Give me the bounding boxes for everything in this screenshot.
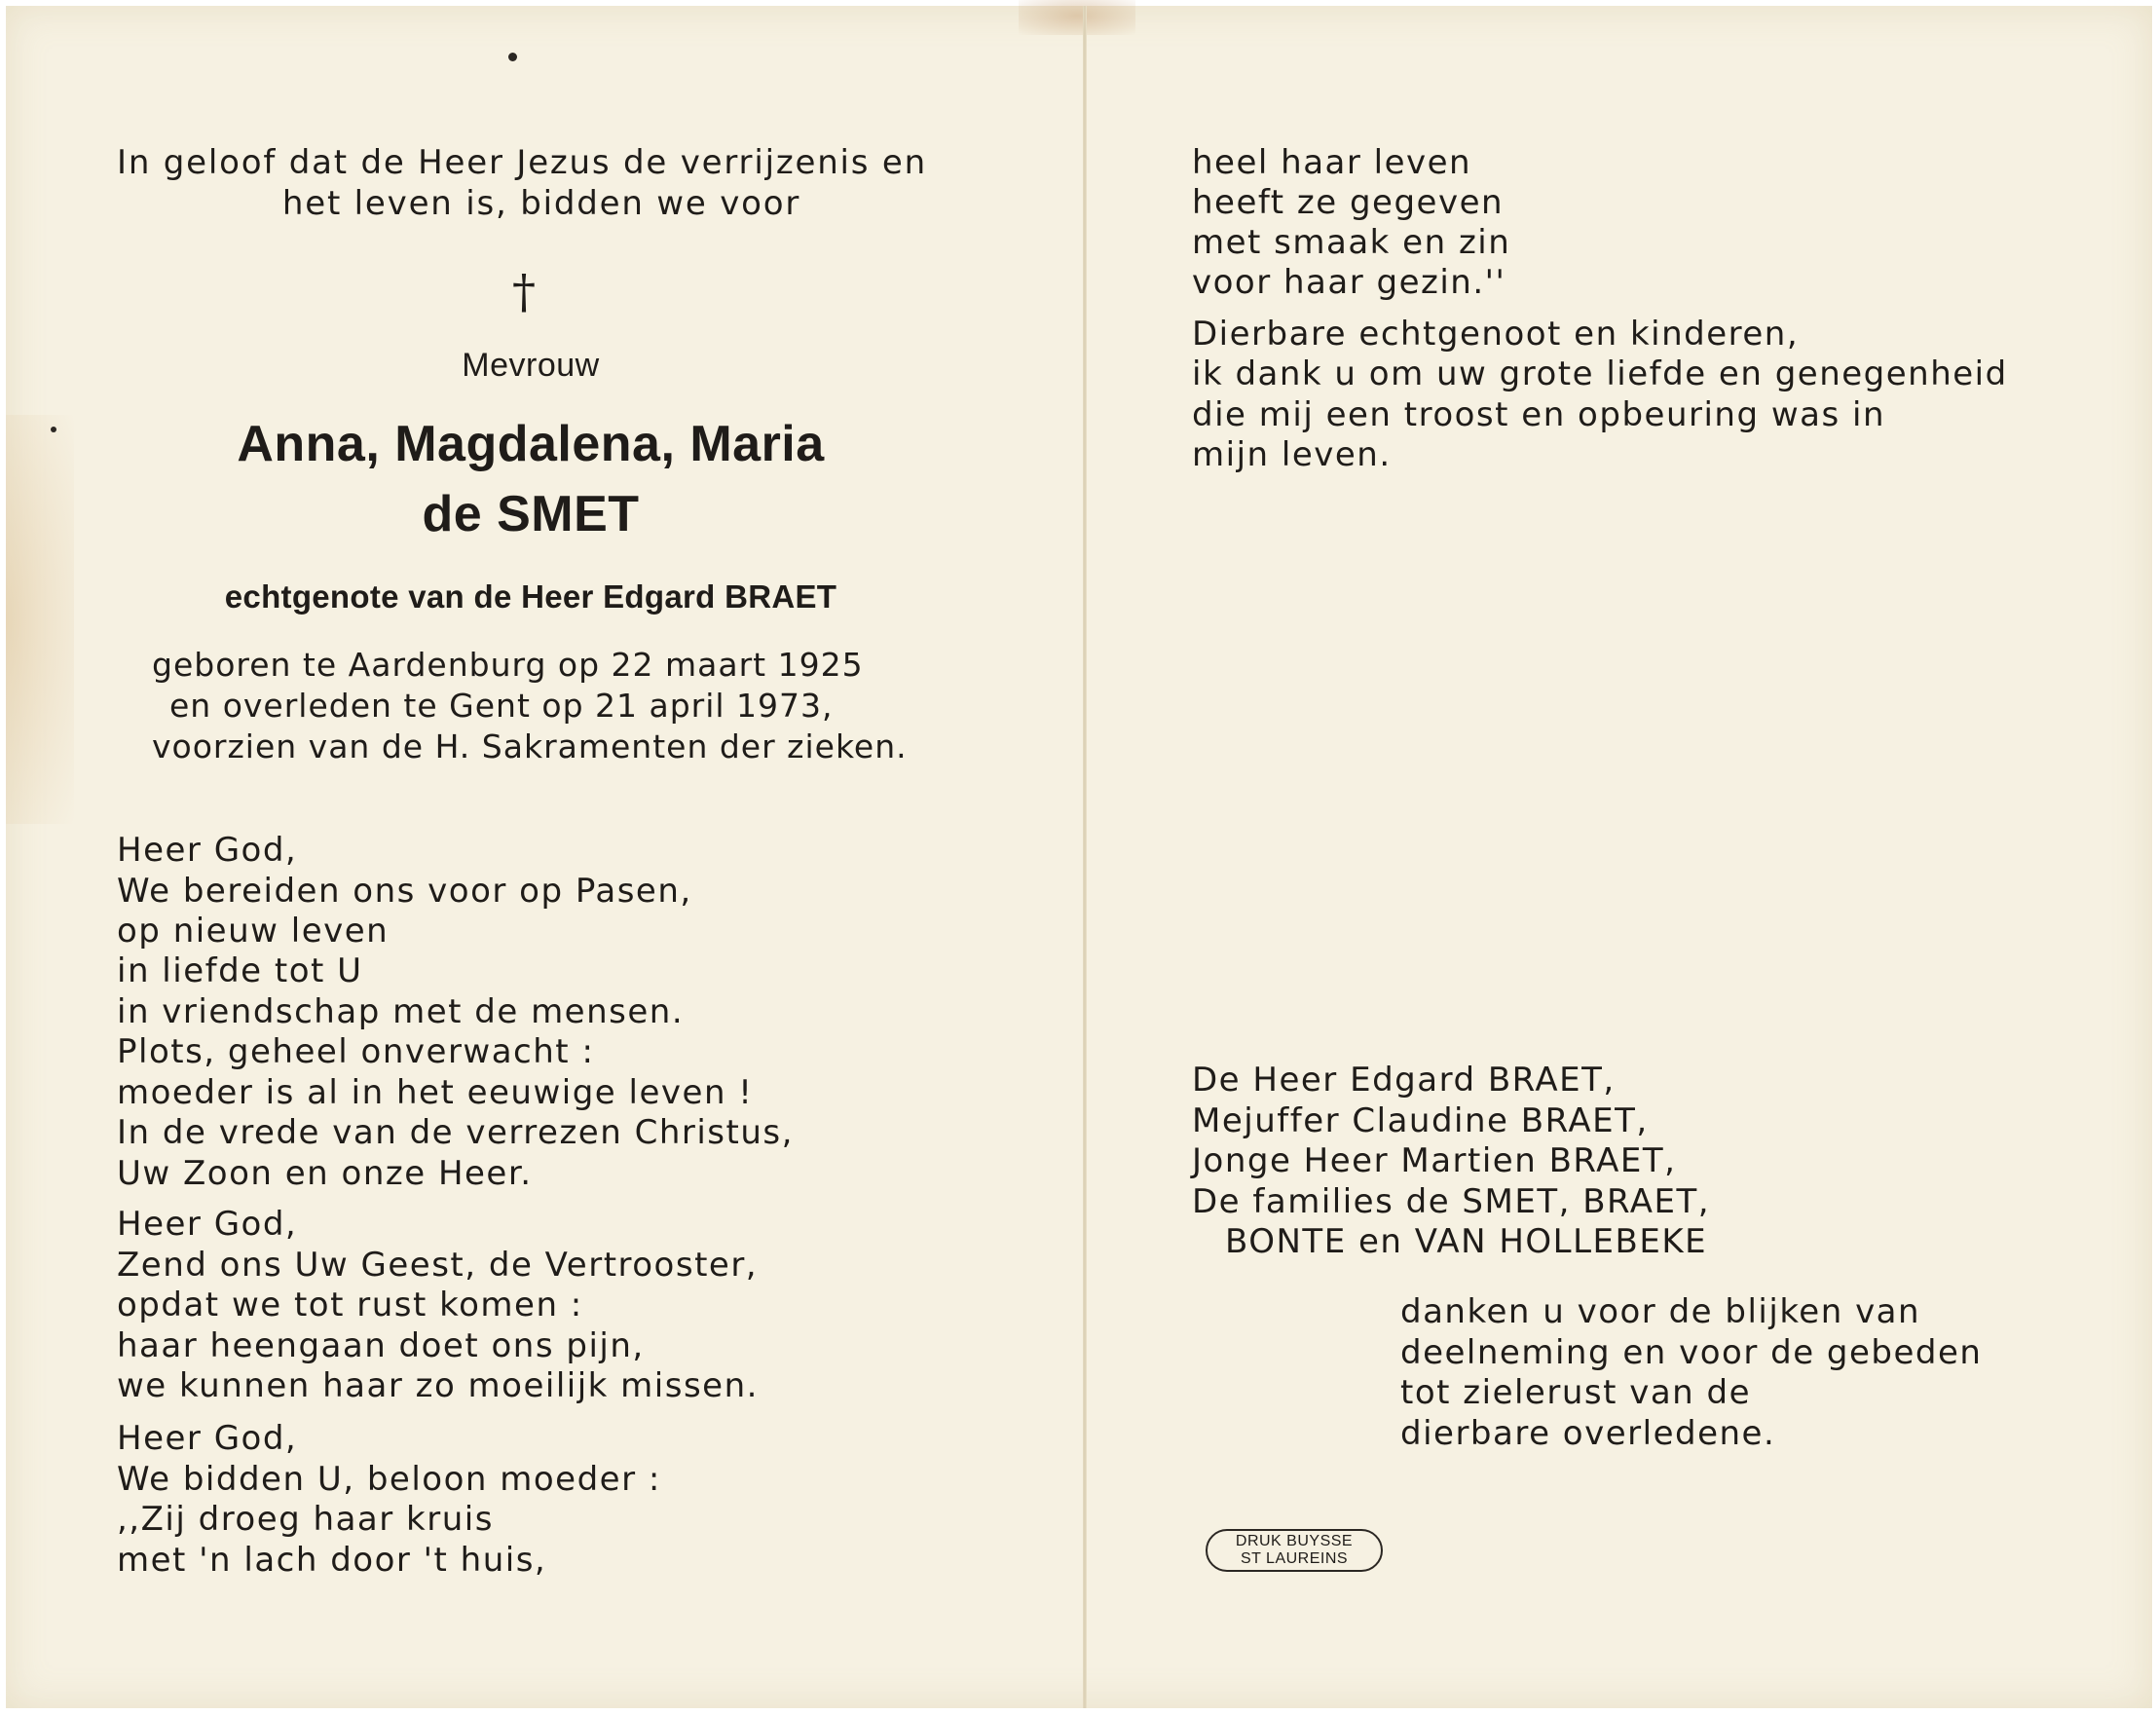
cross-icon: † (512, 265, 536, 319)
prayer-line: op nieuw leven (117, 912, 390, 951)
poem-line: heel haar leven (1192, 143, 1472, 182)
prayer-line: Uw Zoon en onze Heer. (117, 1154, 533, 1193)
family-line: Jonge Heer Martien BRAET, (1192, 1141, 1677, 1180)
spouse-line: echtgenote van de Heer Edgard BRAET (224, 578, 837, 615)
prayer-line: Heer God, (117, 1419, 298, 1458)
family-line: BONTE en VAN HOLLEBEKE (1225, 1222, 1708, 1261)
poem-line: met smaak en zin (1192, 223, 1511, 262)
left-page (6, 6, 1085, 1708)
intro-line: het leven is, bidden we voor (281, 184, 801, 223)
death-line: en overleden te Gent op 21 april 1973, (169, 687, 834, 725)
prayer-line: met 'n lach door 't huis, (117, 1541, 547, 1580)
prayer-line: ,,Zij droeg haar kruis (117, 1500, 494, 1539)
farewell-line: ik dank u om uw grote liefde en genegenheid (1192, 354, 2008, 393)
prayer-line: Zend ons Uw Geest, de Vertrooster, (117, 1246, 759, 1285)
prayer-line: Heer God, (117, 831, 298, 870)
deceased-surname: de SMET (422, 486, 640, 542)
ink-speck (508, 53, 517, 61)
birth-line: geboren te Aardenburg op 22 maart 1925 (152, 646, 864, 684)
poem-line: voor haar gezin.'' (1192, 263, 1506, 302)
prayer-line: In de vrede van de verrezen Christus, (117, 1113, 794, 1152)
prayer-line: Heer God, (117, 1205, 298, 1244)
poem-line: heeft ze gegeven (1192, 183, 1505, 222)
right-page (1089, 6, 2152, 1708)
printer-stamp (1206, 1529, 1383, 1572)
prayer-line: We bereiden ons voor op Pasen, (117, 872, 692, 911)
thanks-line: deelneming en voor de gebeden (1400, 1333, 1983, 1372)
family-line: Mejuffer Claudine BRAET, (1192, 1101, 1649, 1140)
prayer-line: we kunnen haar zo moeilijk missen. (117, 1366, 759, 1405)
sacraments-line: voorzien van de H. Sakramenten der zieken. (152, 727, 908, 765)
prayer-line: moeder is al in het eeuwige leven ! (117, 1073, 754, 1112)
family-line: De families de SMET, BRAET, (1192, 1182, 1711, 1221)
printer-name: DRUK BUYSSE (1235, 1533, 1354, 1549)
prayer-line: in vriendschap met de mensen. (117, 992, 685, 1031)
family-line: De Heer Edgard BRAET, (1192, 1061, 1616, 1100)
prayer-line: in liefde tot U (117, 951, 363, 990)
title-mevrouw: Mevrouw (462, 347, 600, 384)
farewell-line: die mij een troost en opbeuring was in (1192, 395, 1886, 434)
prayer-line: haar heengaan doet ons pijn, (117, 1326, 645, 1365)
prayer-line: opdat we tot rust komen : (117, 1286, 583, 1324)
intro-line: In geloof dat de Heer Jezus de verrijzenis en (117, 143, 927, 182)
prayer-line: Plots, geheel onverwacht : (117, 1032, 595, 1071)
printer-location: ST LAUREINS (1240, 1550, 1349, 1567)
thanks-line: tot zielerust van de (1400, 1373, 1752, 1412)
farewell-line: Dierbare echtgenoot en kinderen, (1192, 315, 1800, 354)
thanks-line: danken u voor de blijken van (1400, 1292, 1921, 1331)
farewell-line: mijn leven. (1192, 435, 1392, 474)
prayer-line: We bidden U, beloon moeder : (117, 1460, 661, 1499)
deceased-name: Anna, Magdalena, Maria (237, 416, 825, 472)
thanks-line: dierbare overledene. (1400, 1414, 1776, 1453)
memorial-card (6, 6, 2152, 1708)
